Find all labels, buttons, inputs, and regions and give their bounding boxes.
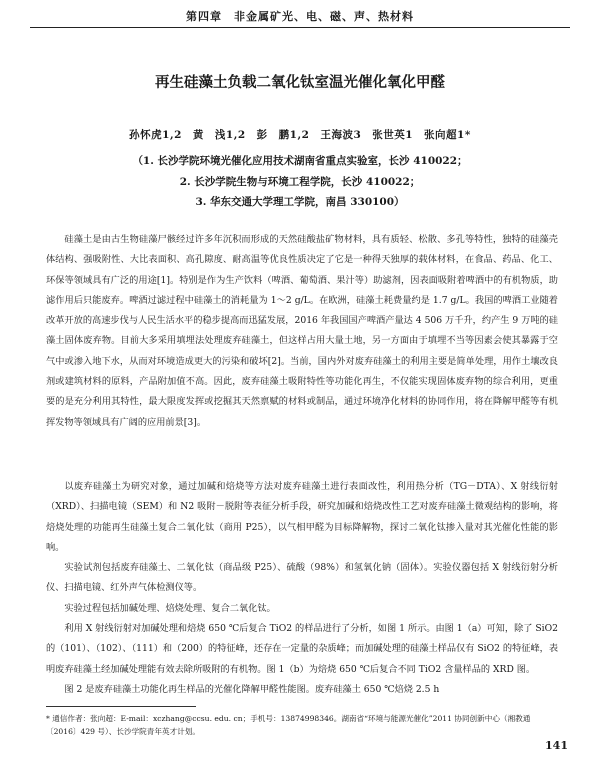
paper-title: 再生硅藻土负载二氧化钛室温光催化氧化甲醛 <box>155 75 445 91</box>
paragraph-photocatalysis: 图 2 是废弃硅藻土功能化再生样品的光催化降解甲醛性能图。废弃硅藻土 650 ℃焙烧 2.5 h <box>64 683 440 695</box>
footnote: * 通信作者：张向超：E-mail：xczhang@ccsu. edu. cn；手机号：13874998346。湖南省“环境与能源光催化”2011 协同创新中心（湘教通〔2016〕429 号）、长沙学院青年英才计划。 <box>46 714 531 736</box>
affiliation-1: （1. 长沙学院环境光催化应用技术湖南省重点实验室，长沙 410022； <box>132 155 468 167</box>
paragraph-intro: 硅藻土是由古生物硅藻尸骸经过许多年沉积而形成的天然硅酸盐矿物材料，具有质轻、松散、多孔等特性，独特的硅藻壳体结构、强吸附性、大比表面积、高孔隙度、耐高温等优良性质决定了它是一种得天独厚的载体材料，在食品、药品、化工、环保等领域具有广泛的用途[1]。特别是作为生产饮料（啤酒、葡萄酒、果汁等）助滤剂，因表面吸附着啤酒中的有机物质，助滤作用后只能废弃。啤酒过滤过程中硅藻土的消耗量为 1～2 g/L。在欧洲，硅藻土耗费量约是 1.7 g/L。我国的啤酒工业随着改革开放的高速步伐与人民生活水平的稳步提高而迅猛发展，2016 年我国国产啤酒产量达 4 506 万千升，约产生 9 万吨的硅藻土固体废弃物。目前大多采用填埋法处理废弃硅藻土，但这样占用大量土地，另一方面由于填埋不当等因素会使其暴露于空气中或渗入地下水，从而对环境造成更大的污染和破坏[2]。当前，国内外对废弃硅藻土的利用主要是简单处理，用作土壤改良剂或建筑材料的原料，产品附加值不高。因此，废弃硅藻土吸附特性等功能化再生，不仅能实现固体废弃物的综合利用，更重要的是充分利用其特性，最大限度发挥或挖掘其天然禀赋的材料或制品，通过环境净化材料的协同作用，将在降解甲醛等有机挥发物等领域具有广阔的应用前景[3]。 <box>46 234 558 428</box>
footnote-rule <box>46 706 196 707</box>
running-head: 第四章 非金属矿光、电、磁、声、热材料 <box>186 10 414 23</box>
paragraph-process: 实验过程包括加碱处理、焙烧处理、复合二氧化钛。 <box>64 602 276 614</box>
paragraph-method: 以废弃硅藻土为研究对象，通过加碱和焙烧等方法对废弃硅藻土进行表面改性，利用热分析（TG－DTA）、X 射线衍射（XRD）、扫描电镜（SEM）和 N2 吸附－脱附等表征分析手段，研究加碱和焙烧改性工艺对废弃硅藻土微观结构的影响，将焙烧处理的功能再生硅藻土复合二氧化钛（商用 P25），以气相甲醛为目标降解物，探讨二氧化钛掺入量对其光催化性能的影响。 <box>46 481 558 553</box>
paragraph-xrd: 利用 X 射线衍射对加碱处理和焙烧 650 ℃后复合 TiO2 的样品进行了分析，如图 1 所示。由图 1（a）可知，除了 SiO2 的（101）、（102）、（111）和（200）的特征峰，还存在一定量的杂质峰；而加碱处理的硅藻土样品仅有 SiO2 的特征峰，表明废弃硅藻土经加碱处理能有效去除所吸附的有机物。图 1（b）为焙烧 650 ℃后复合不同 TiO2 含量样品的 XRD 图。 <box>46 623 559 675</box>
page-number: 141 <box>545 739 568 752</box>
paragraph-materials: 实验试剂包括废弃硅藻土、二氧化钛（商品级 P25）、硫酸（98%）和氢氧化钠（固体）。实验仪器包括 X 射线衍射分析仪、扫描电镜、红外声气体检测仪等。 <box>46 562 558 594</box>
affiliation-3: 3. 华东交通大学理工学院，南昌 330100） <box>195 196 405 208</box>
header-rule <box>30 27 570 28</box>
body-block <box>46 477 558 700</box>
author-list: 孙怀虎1,2 黄 浅1,2 彭 鹏1,2 王海波3 张世英1 张向超1* <box>129 129 471 141</box>
affiliation-2: 2. 长沙学院生物与环境工程学院，长沙 410022； <box>179 176 421 188</box>
